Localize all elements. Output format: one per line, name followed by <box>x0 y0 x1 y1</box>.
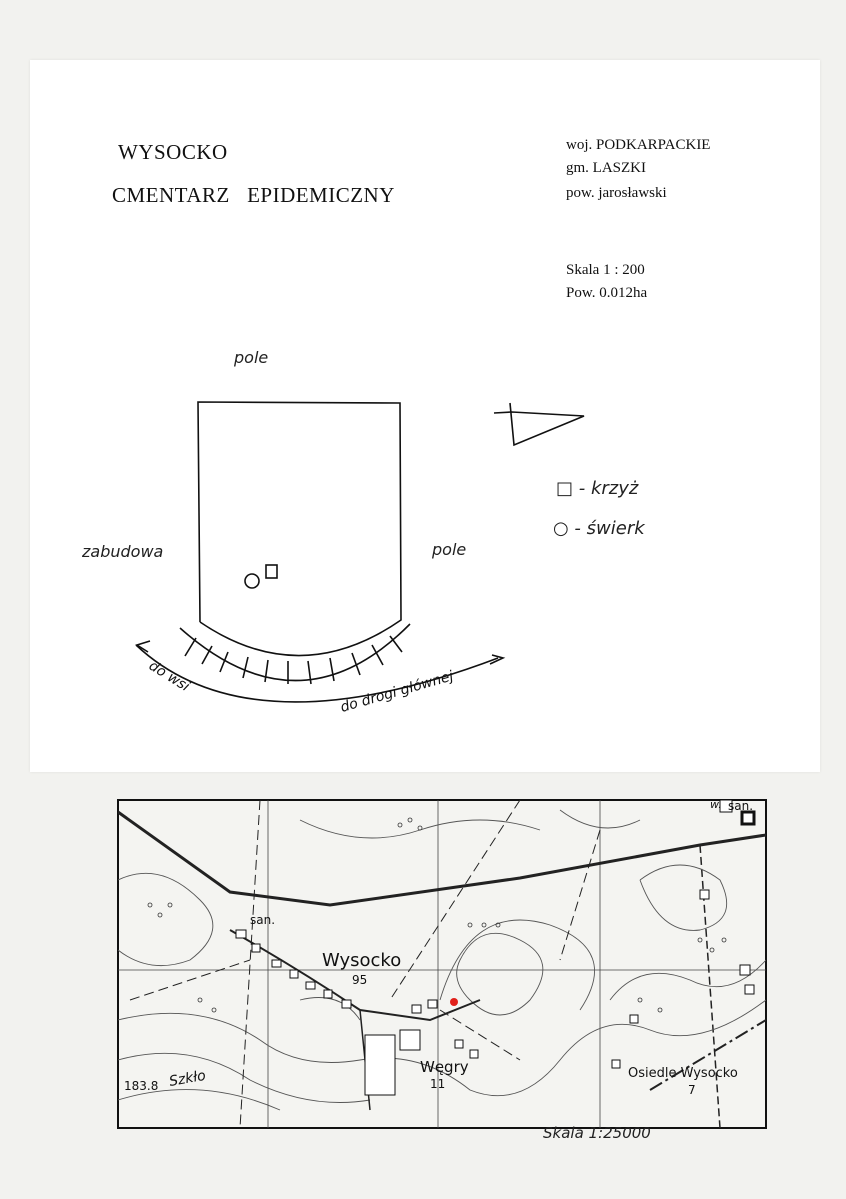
plan-scale: Skala 1 : 200 <box>566 262 645 278</box>
voivodeship: woj. PODKARPACKIE <box>566 137 711 153</box>
cemetery-location-marker <box>450 998 458 1006</box>
map-label-szklo: Szkło <box>167 1067 208 1090</box>
county: pow. jarosławski <box>566 185 667 201</box>
label-top-field: pole <box>234 348 269 367</box>
map-label-elevation: 183.8 <box>124 1079 159 1093</box>
map-label-w: w. <box>710 798 722 811</box>
village-name: WYSOCKO <box>118 140 228 164</box>
object-title: CMENTARZ EPIDEMICZNY <box>112 183 395 207</box>
map-label-wegry: Węgry <box>420 1058 469 1076</box>
label-right-field: pole <box>432 540 467 559</box>
label-buildings: zabudowa <box>82 542 164 561</box>
map-label-san-west: san. <box>250 913 276 927</box>
legend-spruce: ○ - świerk <box>553 518 645 539</box>
map-label-wegry-number: 11 <box>430 1077 446 1091</box>
road-to-main-road: do drogi głównej <box>338 668 456 716</box>
map-label-osiedle-number: 7 <box>688 1083 696 1097</box>
map-label-wysocko-number: 95 <box>352 973 368 987</box>
map-label-wysocko: Wysocko <box>322 950 402 971</box>
legend-cross: □ - krzyż <box>556 478 639 499</box>
map-scale: Skala 1:25000 <box>543 1124 651 1142</box>
plan-area: Pow. 0.012ha <box>566 285 648 301</box>
map-label-san-east: san. <box>728 799 754 813</box>
map-label-osiedle: Osiedle Wysocko <box>628 1066 738 1081</box>
road-to-village: do wsi <box>145 657 193 695</box>
commune: gm. LASZKI <box>566 160 646 176</box>
